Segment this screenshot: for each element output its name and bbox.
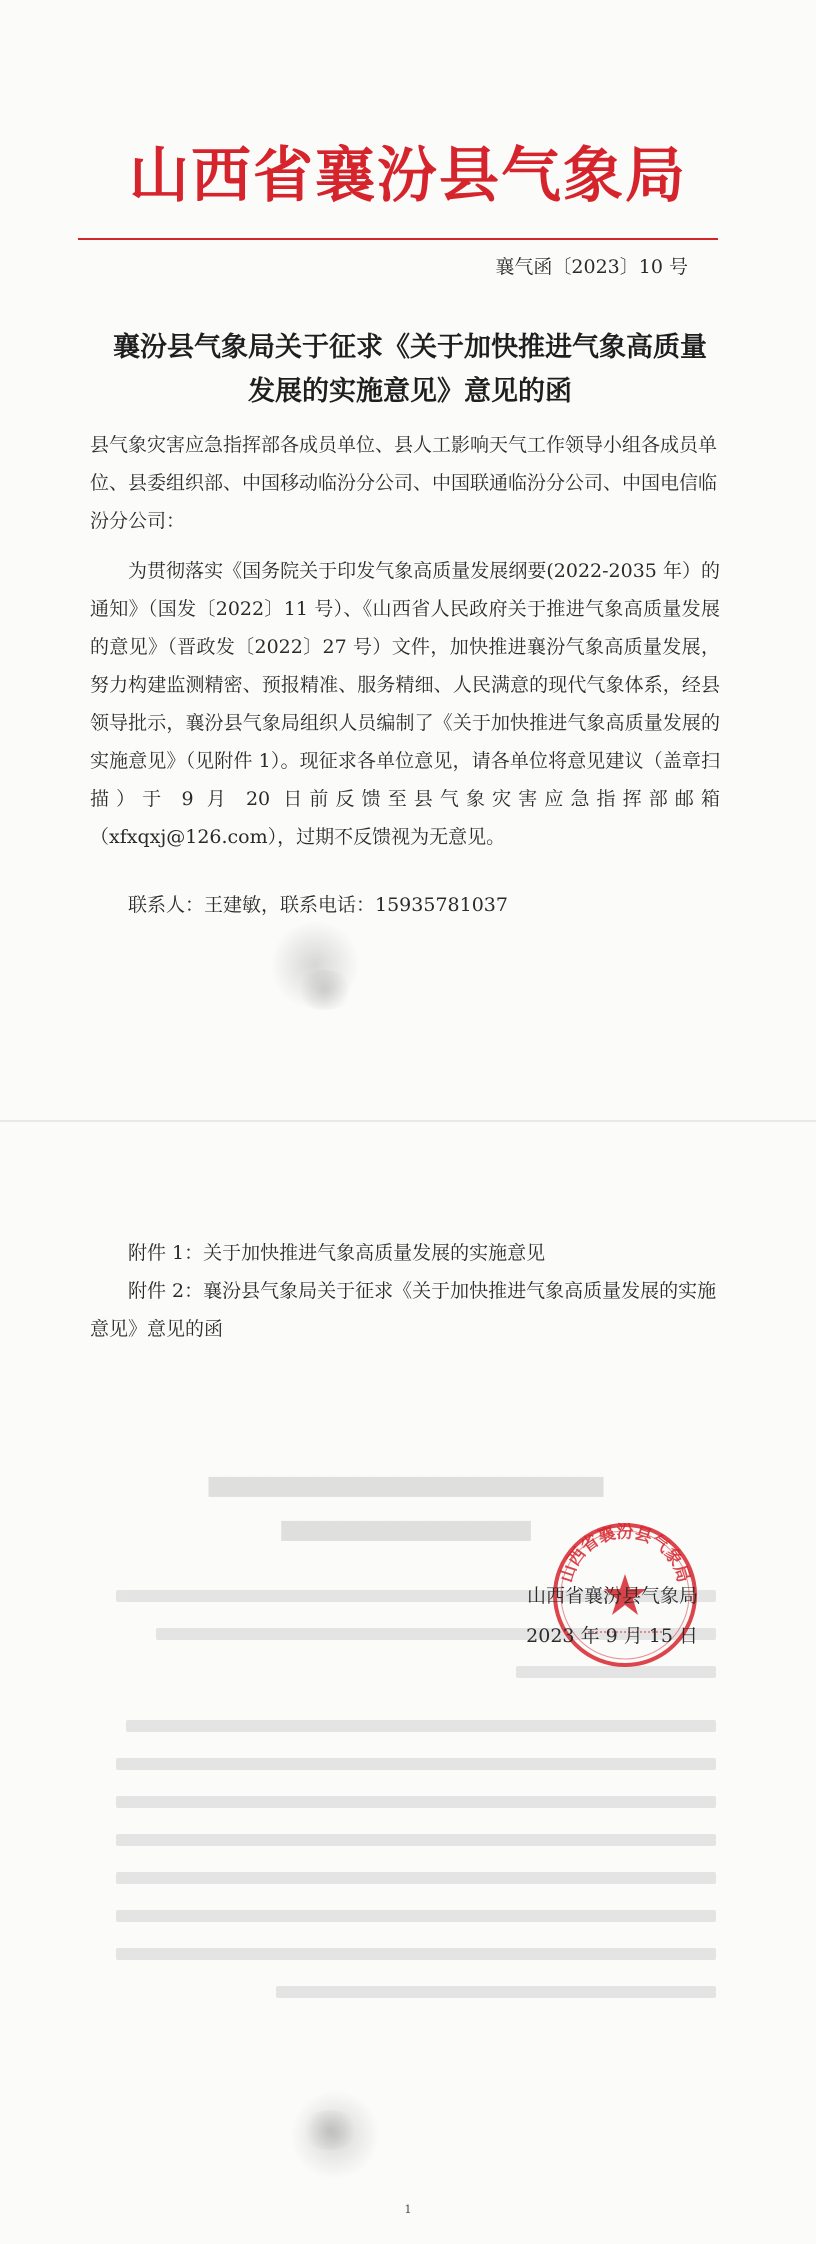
attachments-list	[90, 1234, 720, 1348]
document-number: 襄气函〔2023〕10 号	[495, 256, 688, 278]
red-separator-line	[78, 238, 718, 240]
body-paragraph: 为贯彻落实《国务院关于印发气象高质量发展纲要(2022-2035 年）的通知》（国发〔2022〕11 号）、《山西省人民政府关于推进气象高质量发展的意见》（晋政发〔2022〕27 号）文件，加快推进襄汾气象高质量发展，努力构建监测精密、预报精准、服务精细、人民满意的现代气象体系，经县领导批示，襄汾县气象局组织人员编制了《关于加快推进气象高质量发展的实施意见》（见附件 1）。现征求各单位意见，请各单位将意见建议（盖章扫描）于 9 月 20 日前反馈至县气象灾害应急指挥部邮箱（xfxqxj@126.com），过期不反馈视为无意见。	[90, 560, 720, 848]
document-title	[90, 326, 730, 414]
signature-date: 2023 年 9 月 15 日	[526, 1625, 698, 1647]
attachment-item: 附件 2：襄汾县气象局关于征求《关于加快推进气象高质量发展的实施意见》意见的函	[90, 1280, 717, 1340]
attachment-item: 附件 1：关于加快推进气象高质量发展的实施意见	[128, 1242, 546, 1264]
signature-org: 山西省襄汾县气象局	[526, 1585, 698, 1607]
org-masthead: 山西省襄汾县气象局	[129, 141, 687, 211]
page-number: 1	[404, 2203, 412, 2216]
signature-block	[526, 1576, 698, 1656]
scan-smudge	[300, 2110, 360, 2150]
seal-text: 山西省襄汾县气象局	[556, 1522, 694, 1585]
document-title-line-2: 发展的实施意见》意见的函	[248, 376, 572, 407]
addressee: 县气象灾害应急指挥部各成员单位、县人工影响天气工作领导小组各成员单位、县委组织部、中国移动临汾分公司、中国联通临汾分公司、中国电信临汾分公司：	[90, 434, 718, 532]
scan-smudge	[295, 970, 355, 1010]
document-title-line-1: 襄汾县气象局关于征求《关于加快推进气象高质量	[113, 332, 707, 363]
contact-line: 联系人：王建敏，联系电话：15935781037	[128, 894, 508, 916]
